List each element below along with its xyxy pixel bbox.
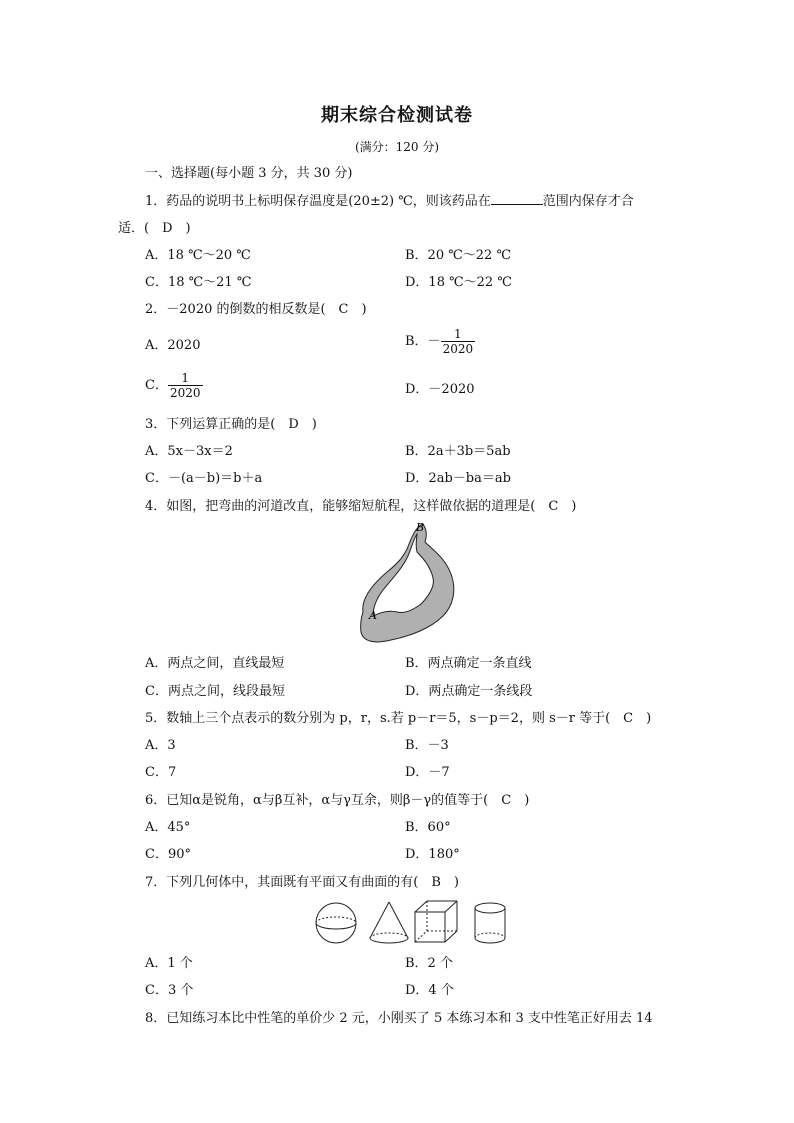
question-2-option-a: A．2020: [145, 338, 201, 353]
question-1-option-c: C．18 ℃～21 ℃: [145, 275, 252, 290]
cone-icon: [370, 902, 408, 943]
question-6-option-b: B．60°: [405, 820, 451, 835]
question-3-option-c: C．－(a－b)＝b＋a: [145, 471, 263, 486]
question-2-option-c-prefix: C．: [145, 378, 168, 393]
question-6-option-d: D．180°: [405, 847, 460, 862]
question-4-option-b: B．两点确定一条直线: [405, 656, 532, 671]
question-4-option-c: C．两点之间，线段最短: [145, 684, 285, 699]
river-figure: [355, 520, 465, 652]
river-shape: [361, 524, 454, 642]
fraction-denominator: 2020: [442, 342, 474, 356]
fraction: [441, 327, 476, 356]
question-4-stem: 4．如图，把弯曲的河道改直，能够缩短航程，这样做依据的道理是( C ): [145, 499, 577, 514]
question-2-option-b: [405, 327, 475, 356]
question-1-stem-part2: 范围内保存才合: [542, 194, 634, 209]
question-1-option-b: B．20 ℃～22 ℃: [405, 248, 511, 263]
question-3-option-d: D．2ab－ba＝ab: [405, 471, 511, 486]
question-2-stem: 2．－2020 的倒数的相反数是( C ): [145, 302, 367, 317]
question-5-option-c: C．7: [145, 765, 177, 780]
question-7-option-d: D．4 个: [405, 983, 454, 998]
question-6-option-c: C．90°: [145, 847, 191, 862]
answer-blank: [491, 192, 543, 205]
cube-icon: [415, 901, 457, 942]
question-4-option-a: A．两点之间，直线最短: [145, 656, 285, 671]
full-score-note: (满分：120 分): [354, 140, 440, 154]
question-7-stem: 7．下列几何体中，其面既有平面又有曲面的有( B ): [145, 875, 459, 890]
question-7-option-c: C．3 个: [145, 983, 194, 998]
question-4-option-d: D．两点确定一条线段: [405, 684, 533, 699]
question-8-stem: 8．已知练习本比中性笔的单价少 2 元，小刚买了 5 本练习本和 3 支中性笔正好用去 14: [145, 1011, 653, 1026]
fraction-numerator: 1: [168, 371, 203, 386]
sphere-icon: [316, 903, 356, 943]
section-heading: 一、选择题(每小题 3 分，共 30 分): [145, 166, 353, 181]
question-3-option-b: B．2a＋3b＝5ab: [405, 444, 511, 459]
question-1-option-a: A．18 ℃～20 ℃: [145, 248, 251, 263]
question-3-option-a: A．5x－3x＝2: [145, 444, 233, 459]
question-5-stem: 5．数轴上三个点表示的数分别为 p，r，s.若 p－r＝5，s－p＝2，则 s－r 等于( C ): [145, 711, 652, 726]
question-5-option-b: B．－3: [405, 738, 449, 753]
point-b-label: B: [416, 521, 425, 534]
question-6-option-a: A．45°: [145, 820, 191, 835]
fraction-numerator: 1: [441, 327, 476, 342]
page-title: 期末综合检测试卷: [321, 105, 473, 126]
question-1-stem-part1: 1．药品的说明书上标明保存温度是(20±2) ℃，则该药品在: [145, 194, 491, 209]
question-2-option-b-prefix: B．－: [405, 334, 441, 349]
question-7-option-b: B．2 个: [405, 956, 453, 971]
fraction: [168, 371, 203, 400]
question-5-option-a: A．3: [145, 738, 176, 753]
fraction-denominator: 2020: [169, 386, 201, 400]
cylinder-icon: [475, 903, 505, 943]
question-7-option-a: A．1 个: [145, 956, 193, 971]
question-1-option-d: D．18 ℃～22 ℃: [405, 275, 512, 290]
question-3-stem: 3．下列运算正确的是( D ): [145, 417, 317, 432]
question-6-stem: 6．已知α是锐角，α与β互补，α与γ互余，则β－γ的值等于( C ): [145, 793, 530, 808]
point-a-label: A: [369, 609, 377, 622]
question-1-stem-continued: 适．( D ): [118, 221, 191, 236]
question-5-option-d: D．－7: [405, 765, 450, 780]
question-1-stem: [145, 192, 634, 211]
solids-figure: [310, 898, 515, 948]
question-2-option-d: D．－2020: [405, 382, 475, 397]
question-2-option-c: [145, 371, 203, 400]
